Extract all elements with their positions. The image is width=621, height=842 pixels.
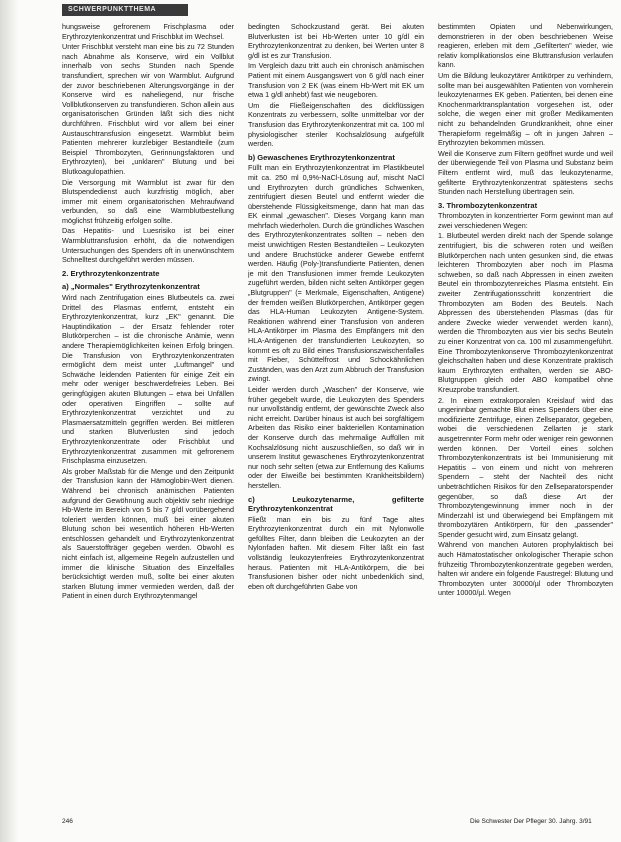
paragraph: 2. In einem extrakorporalen Kreislauf wird das ungerinnbar gemachte Blut eines Spenders über eine modifizierte Zentrifuge, einen Zellseparator, gegeben, wobei die verschiedenen Zellarten je stark ausgetrennter Form mehr oder weniger rein gewonnen werden können. Der Vorteil eines solchen Thrombozytenkonzentrats ist bei Immunisierung mit Hepatitis – von einem und nicht von mehreren Spendern – steht der Nachteil des nicht unbeträchtlichen Risikos für den Zellseparatorspender gegenüber, so daß diese Art der Thrombozytengewinnung immer noch in der Minderzahl ist und überwiegend bei Empfängern mit thrombozytären Antikörpern, für den „passender" Spender gesucht wird, zum Einsatz gelangt. (438, 395, 613, 539)
journal-footer: Die Schwester Der Pfleger 30. Jahrg. 3/91 (470, 818, 592, 825)
paragraph: Leider werden durch „Waschen" der Konserve, wie früher gegebelt wurde, die Leukozyten des Spenders nur unvollständig entfernt, der gewünschte Zweck also nicht erreicht. Darüber hinaus ist auch bei sorgfältigem Arbeiten das Risiko einer bakteriellen Kontamination der Konserve durch das mehrmalige Auffüllen mit Kochsalzlösung nicht auszuschließen, so daß wir in unserem Institut gewaschenes Erythrozytenkonzentrat nur noch sehr selten (etwa zur Entfernung des Kaliums oder der Eiweiße bei bestimmten Krankheitsbildern) herstellen. (248, 384, 424, 490)
paragraph: Fließt man ein bis zu fünf Tage altes Erythrozytenkonzentrat durch ein mit Nylonwolle gefülltes Filter, dann bleiben die Leukozyten an der Nylonfaden haften. Mit diesem Filter läßt ein fast vollständig leukozytenfreies Erythrozytenkonzentrat heraus. Patienten mit HLA-Antikörpern, die bei Transfusionen bisher oder nicht unbedenklich sind, eben oft durchgeführten Gabe von (248, 514, 424, 591)
paragraph: Als grober Maßstab für die Menge und den Zeitpunkt der Transfusion kann der Hämoglobin-Wert dienen. Während bei chronisch anämischen Patienten aufgrund der Gewöhnung auch objektiv sehr niedrige Hb-Werte im Bereich von 5 bis 7 g/dl vorübergehend toleriert werden können, muß bei einer akuten Blutung schon bei wesentlich höheren Hb-Werten entschlossen gehandelt und Erythrozytenkonzentrat als Sauerstoffträger gegeben werden. Obwohl es nicht einfach ist, allgemeine Regeln aufzustellen und immer die klinische Situation des Einzelfalles berücksichtigt werden muß, sollte bei einer akuten starken Blutung immer vermieden werden, daß der Patient in einen durch Erythrozytenmangel (62, 466, 234, 601)
section-heading: 2. Erythrozytenkonzentrate (62, 268, 160, 278)
paragraph: Im Vergleich dazu tritt auch ein chronisch anämischen Patient mit einem Ausgangswert von 6 g/dl nach einer Transfusion von 2 EK (was einem Hb-Wert mit EK um etwa 1 g/dl anhebt) fast wie neugeboren. (248, 61, 424, 100)
paragraph: Thrombozyten in konzentrierter Form gewinnt man auf zwei verschiedenen Wegen: (438, 211, 613, 230)
paragraph: Um die Bildung leukozytärer Antikörper zu verhindern, sollte man bei ausgewählten Patienten von vornherein leukozytenarmes EK geben. Patienten, bei denen eine Knochenmarktransplantation vorgesehen ist, oder solche, die wegen einer mit großer Medikamenten nicht zu behandelnden Grundkrankheit, ohne einer Therapieform regelmäßig – oft in jungen Jahren – Erythrozyten bekommen müssen. (438, 70, 613, 148)
paragraph: Die Versorgung mit Warmblut ist zwar für den Blutspendedienst auch kurzfristig möglich, aber immer mit einem organisatorischen Mehraufwand verbunden, so daß eine Warmblutbestellung möglichst frühzeitig erfolgen sollte. (62, 177, 234, 225)
page-number: 246 (62, 818, 73, 825)
paragraph: bedingten Schockzustand gerät. Bei akuten Blutverlusten ist bei Hb-Werten unter 10 g/dl ein Erythrozytenkonzentrat zu denken, bei Werten unter 8 g/dl ist es zur Transfusion. (248, 22, 424, 60)
text-column-3 (438, 22, 613, 812)
section-heading: 3. Thrombozytenkonzentrat (438, 200, 538, 210)
paragraph: hungsweise gefrorenem Frischplasma oder Erythrozytenkonzentrat und Frischblut im Wechsel. (62, 22, 234, 41)
section-header: SCHWERPUNKTTHEMA (62, 4, 188, 16)
paragraph: Während von manchen Autoren prophylaktisch bei auch Hämatostatischer onkologischer Therapie schon frühzeitig Thrombozytenkonzentrate gegeben werden, halten wir andere ein folgende Faustregel: Blutung und Thrombozyten unter 30000/µl oder Thrombozyten unter 10000/µl. Wegen (438, 540, 613, 598)
text-column-1 (62, 22, 234, 812)
page-edge-shadow (0, 0, 18, 842)
text-column-2 (248, 22, 424, 812)
paragraph: Das Hepatitis- und Luesrisiko ist bei einer Warmbluttransfusion erhöht, da die notwendigen Untersuchungen des Spenders oft in unerwünschtem Schnelltest durchgeführt werden müssen. (62, 226, 234, 265)
paragraph: Unter Frischblut versteht man eine bis zu 72 Stunden nach Abnahme als Konserve, wird ein Vollblut innerhalb von sechs Stunden nach Spende transfundiert, sprechen wir von Warmblut. Aufgrund der zuvor beschriebenen Alterungsvorgänge in der Konserve wird es naheliegend, nur frische Vollblutkonserven zu transfundieren. Schon allein aus organisatorischen Gründen läßt sich dies nicht durchführen. Frischblut wird vor allem bei einer Austauschtransfusion eingesetzt. Warmblut beim Patienten mehrerer kurzlebiger Bestandteile (zum Beispiel Thrombozyten, Gerinnungsfaktoren und Erythrozyten), bei „unklaren" Blutung und bei Blutkoagulopathien. (62, 42, 234, 176)
paragraph: Füllt man ein Erythrozytenkonzentrat im Plastikbeutel mit ca. 250 ml 0,9%-NaCl-Lösung auf, mischt NaCl und Erythrozyten durch gründliches Schwenken, zentrifugiert diesen Beutel und entfernt wieder die überstehende Flüssigkeitsmenge, dann hat man das EK einmal „gewaschen". Dieses Vorgang kann man mehrfach wiederholen. Durch die gründliches Waschen des Erythrozytenkonzentrates sollten – neben den meist unwichtigen Resten Bestandteilen – Leukozyten und andere Bruchstücke anderer Gewebe entfernt werden. Häufig (Poly-)transfundierte Patienten, denen je mit den Transfusionen immer fremde Leukozyten zugeführt werden, bilden nicht selten Antikörper gegen „Blutgruppen" (= Merkmale, Eigenschaften, Antigene) der fremden weißen Blutkörperchen, Antikörper gegen das HLA-Human Leukozyten Antigene-System. Reaktionen während einer Transfusion von anderen HLA-Antikörper im Plasma des Empfängers mit den HLA-Antigenen der transfundierten Leukozyten, so kommt es oft zu Bild eines Transfusionszwischenfalles mit Fieber, Schüttelfrost und Schockähnlichen Zuständen, was den Arzt zum Abbruch der Transfusion zwingt. (248, 163, 424, 384)
paragraph: Um die Fließeigenschaften des dickflüssigen Konzentrats zu verbessern, sollte unmittelbar vor der Transfusion das Erythrozytenkonzentrat mit ca. 100 ml physiologischer steriler Kochsalzlösung aufgefüllt werden. (248, 100, 424, 149)
paragraph: bestimmten Opiaten und Nebenwirkungen, demonstrieren in der oben beschriebenen Weise reagieren, erleben mit dem „Gefilterten" wieder, wie relativ komplikationslos eine Bluttransfusion verlaufen kann. (438, 22, 613, 70)
paragraph: 1. Blutbeutel werden direkt nach der Spende solange zentrifugiert, bis die schweren roten und weißen Blutkörperchen nach unten gesunken sind, die etwas leichteren Thrombozyten aber noch im Plasma schweben, so daß nach Abpressen in einen zweiten Beutel ein thrombozytenreiches Plasma entsteht. Ein zweiter Zentrifugationsschritt konzentriert die Thrombozyten am Boden des Beutels. Nach Abpressen des überstehenden Plasmas (das für andere Zwecke wieder verwendet werden kann), werden die Thrombozyten aus vier bis sechs Beuteln zu einer Konzentrat von ca. 100 ml zusammengeführt. Eine Thrombozytenkonserve Thrombozytenkonzentrat gleichschalten haben und diese Konzentrate praktisch kaum Erythrozyten enthalten, werden sie ABO-Blutgruppen gleich oder ABO kompatibel ohne Kreuzprobe transfundiert. (438, 231, 613, 394)
paragraph: Weil die Konserve zum Filtern geöffnet wurde und weil der überwiegende Teil von Plasma und Substanz beim Filtern entfernt wird, muß das leukozytenarme, gefilterte Erythrozytenkonzentrat spätestens sechs Stunden nach Herstellung übertragen sein. (438, 148, 613, 197)
paragraph: Wird nach Zentrifugation eines Blutbeutels ca. zwei Drittel des Plasmas entfernt, entsteht ein Erythrozytenkonzentrat, kurz „EK" genannt. Die Hauptindikation – der Ersatz fehlender roter Blutkörperchen – ist die chronische Anämie, wenn andere Therapiemöglichkeiten keinen Erfolg bringen. Die Transfusion von Erythrozytenkonzentraten ermöglicht dem meist unter „Luftmangel" und Schwäche leidenden Patienten für einige Zeit ein mehr oder weniger beschwerdefreies Leben. Bei geringfügigen akuten Blutungen – etwa bei Unfällen oder operativen Eingriffen – sollte auf Erythrozytenkonzentrat verzichtet und zu Plasmaersatzmitteln gegriffen werden. Bei mittleren und starken Blutverlusten sind jedoch Erythrozytenkonzentrate oder Frischblut und Erythrozytenkonzentrat zusammen mit gefrorenem Frischplasma einzusetzen. (62, 293, 234, 466)
subsection-heading: c) Leukozytenarme, gefilterte Erythrozytenkonzentrat (248, 494, 424, 514)
subsection-heading: b) Gewaschenes Erythrozytenkonzentrat (248, 152, 395, 162)
subsection-heading: a) „Normales" Erythrozytenkonzentrat (62, 282, 200, 292)
